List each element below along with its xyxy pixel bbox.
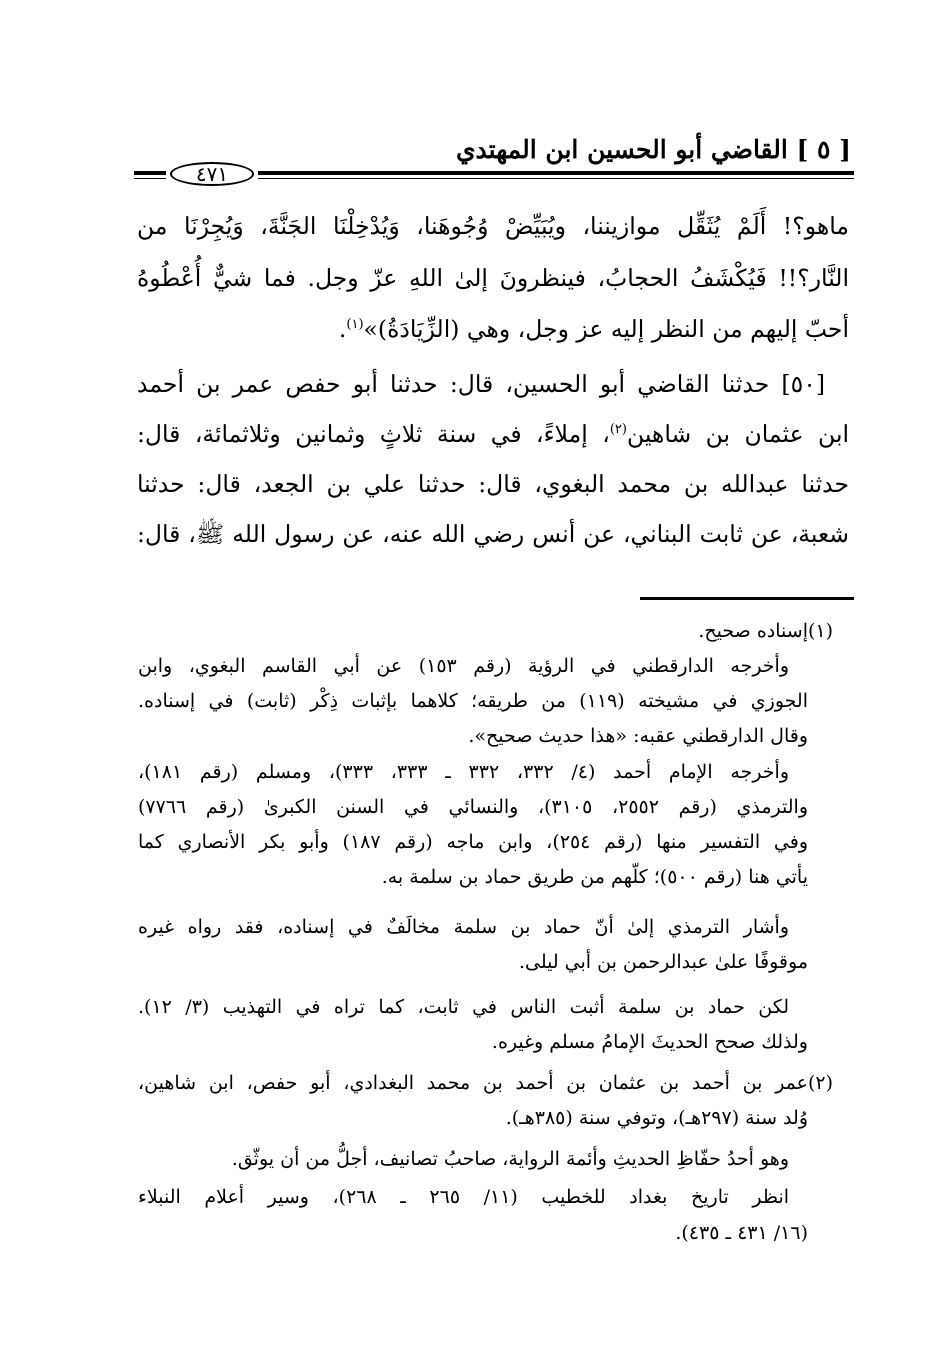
footnote-marker-2: (٢): [808, 1072, 834, 1094]
body-line-text: ، إملاءً، في سنة ثلاثٍ وثمانين وثلاثمائة، قال:: [137, 420, 610, 448]
footnote-line: وقال الدارقطني عقبه: «هذا حديث صحيح».: [468, 725, 808, 747]
header-rule-left-thin: [134, 178, 166, 179]
footnote-separator: [640, 597, 854, 600]
footnote-line: (١٦/ ٤٣١ ـ ٤٣٥).: [675, 1222, 808, 1244]
body-line: [137, 408, 849, 460]
page-number: ٤٧١: [170, 162, 254, 186]
footnote-line: وأخرجه الدارقطني في الرؤية (رقم ١٥٣) عن أبي القاسم البغوي، وابن: [138, 655, 790, 677]
footnote-line: لكن حماد بن سلمة أثبت الناس في ثابت، كما تراه في التهذيب (٣/ ١٢).: [138, 996, 789, 1018]
body-line: ماهو؟! أَلَمْ يُثَقِّل موازيننا، ويُبَيِّضْ وُجُوهَنا، وَيُدْخِلْنَا الجَنَّةَ، وَيُجِرْنَا من: [137, 212, 849, 240]
footnote-line: يأتي هنا (رقم ٥٠٠)؛ كلّهم من طريق حماد بن سلمة به.: [381, 866, 808, 888]
footnote-line: وُلد سنة (٢٩٧هـ)، وتوفي سنة (٣٨٥هـ).: [505, 1107, 808, 1129]
footnote-marker-1: (١): [808, 620, 834, 642]
header-rule-left: [134, 171, 166, 175]
footnote-line: وهو أحدُ حفّاظِ الحديثِ وأئمة الرواية، صاحبُ تصانيف، أجلُّ من أن يوثّق.: [231, 1148, 789, 1170]
body-line: [137, 303, 849, 355]
running-header-title: [ ٥ ] القاضي أبو الحسين ابن المهتدي: [455, 135, 851, 164]
footnote-line: ولذلك صحح الحديثَ الإمامُ مسلم وغيره.: [491, 1031, 808, 1053]
footnote-line: وأخرجه الإمام أحمد (٤/ ٣٣٢، ٣٣٢ ـ ٣٣٣، ٣٣٣)، ومسلم (رقم ١٨١)،: [138, 761, 790, 783]
footnote-ref-1: (١): [346, 317, 364, 333]
body-line: حدثنا عبدالله بن محمد البغوي، قال: حدثنا علي بن الجعد، قال: حدثنا: [137, 470, 849, 498]
body-line-text: ابن عثمان بن شاهين: [626, 420, 850, 448]
header-rule-right-thin: [258, 178, 854, 179]
footnote-line: انظر تاريخ بغداد للخطيب (١١/ ٢٦٥ ـ ٢٦٨)، وسير أعلام النبلاء: [138, 1186, 790, 1208]
body-line-text: أحبّ إليهم من النظر إليه عز وجل، وهي (الزِّيَادَةُ)»: [363, 315, 849, 343]
body-line: [٥٠] حدثنا القاضي أبو الحسين، قال: حدثنا أبو حفص عمر بن أحمد: [137, 370, 825, 398]
footnote-line: عمر بن أحمد بن عثمان بن أحمد بن محمد البغدادي، أبو حفص، ابن شاهين،: [138, 1072, 808, 1094]
footnote-ref-2: (٢): [609, 422, 627, 438]
footnote-line: الجوزي في مشيخته (١١٩) من طريقه؛ كلاهما بإثبات ذِكْر (ثابت) في إسناده.: [138, 690, 808, 712]
sentence-end: .: [338, 315, 347, 343]
footnote-line: والترمذي (رقم ٢٥٥٢، ٣١٠٥)، والنسائي في السنن الكبرىٰ (رقم ٧٧٦٦): [138, 796, 808, 818]
footnote-line: موقوفًا علىٰ عبدالرحمن بن أبي ليلى.: [518, 951, 808, 973]
header-rule-right: [258, 171, 854, 175]
footnote-line: وفي التفسير منها (رقم ٢٥٤)، وابن ماجه (رقم ١٨٧) وأبو بكر الأنصاري كما: [138, 831, 808, 853]
footnote-line: وأشار الترمذي إلىٰ أنّ حماد بن سلمة مخالَفٌ في إسناده، فقد رواه غيره: [138, 916, 789, 938]
body-line: النَّار؟!! فَيُكْشَفُ الحجابُ، فينظرونَ إلىٰ اللهِ عزّ وجل. فما شيٌّ أُعْطُوهُ: [137, 264, 849, 292]
footnote-line: إسناده صحيح.: [698, 620, 808, 642]
body-line: شعبة، عن ثابت البناني، عن أنس رضي الله عنه، عن رسول الله ﷺ، قال:: [137, 520, 849, 548]
